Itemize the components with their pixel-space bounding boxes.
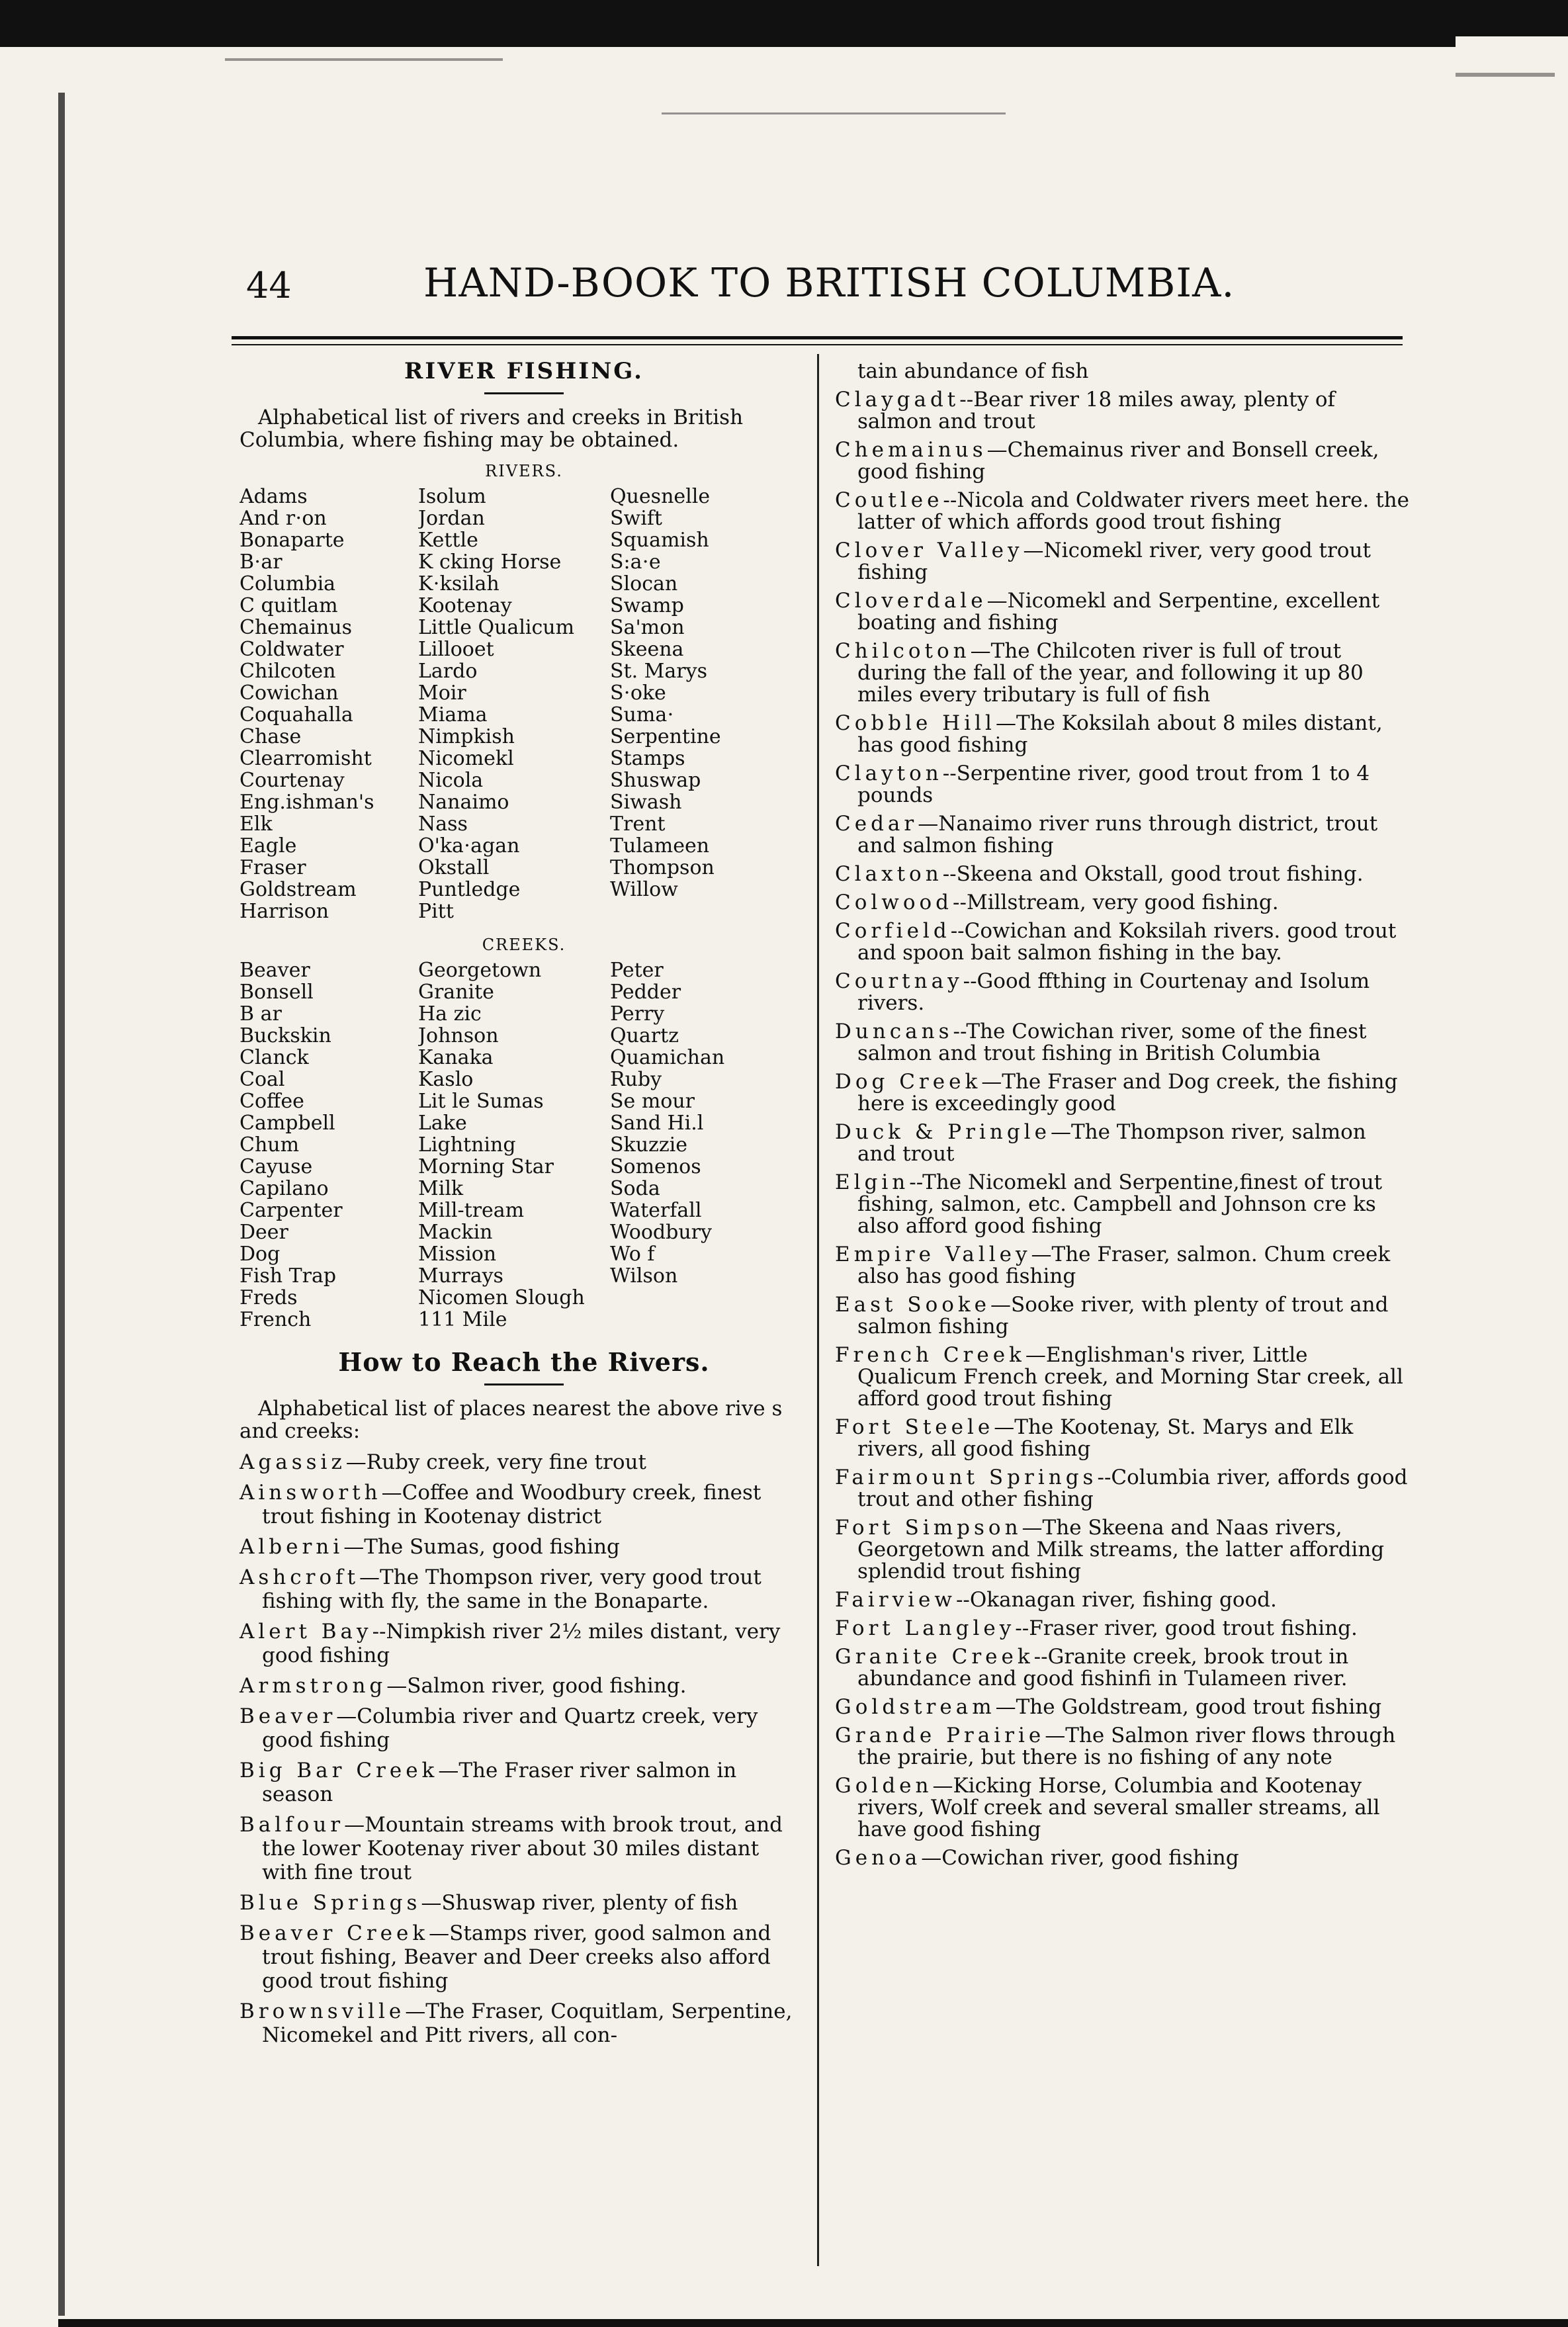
place-entry bbox=[240, 1891, 808, 1915]
place-name: Duncans bbox=[835, 1020, 953, 1043]
place-name: Fort Langley bbox=[835, 1616, 1016, 1640]
place-description: —The Skeena and Naas rivers, Georgetown and Milk streams, the latter affording splendid trout fishing bbox=[857, 1516, 1385, 1583]
place-entry bbox=[240, 1921, 808, 1993]
place-entry bbox=[835, 1775, 1411, 1841]
creek-name: Woodbury bbox=[610, 1221, 712, 1243]
place-entry bbox=[240, 1450, 808, 1474]
river-name: Shuswap bbox=[610, 769, 701, 791]
creek-name: Kaslo bbox=[418, 1069, 474, 1090]
place-name: French Creek bbox=[835, 1343, 1025, 1367]
river-name: Moir bbox=[418, 682, 466, 704]
place-name: Granite Creek bbox=[835, 1645, 1034, 1669]
place-entry bbox=[835, 920, 1411, 964]
place-name: Alberni bbox=[240, 1535, 344, 1559]
place-description: --Serpentine river, good trout from 1 to 4 pounds bbox=[857, 762, 1370, 807]
place-entry bbox=[835, 713, 1411, 756]
continuation-text: tain abundance of fish bbox=[857, 359, 1089, 383]
river-name: B⋅ar bbox=[240, 551, 283, 573]
creek-name: French bbox=[240, 1309, 312, 1331]
header-rule bbox=[232, 336, 1403, 339]
place-name: Alert Bay bbox=[240, 1620, 372, 1644]
place-entry bbox=[240, 1620, 808, 1667]
place-name: Chemainus bbox=[835, 438, 987, 462]
river-name: Swamp bbox=[610, 595, 684, 617]
place-name: Fairview bbox=[835, 1588, 956, 1612]
place-description: —Englishman's river, Little Qualicum French creek, and Morning Star creek, all afford good trout fishing bbox=[857, 1343, 1403, 1411]
place-description: —Mountain streams with brook trout, and the lower Kootenay river about 30 miles distant with fine trout bbox=[262, 1813, 783, 1884]
creek-name: Nicomen Slough bbox=[418, 1287, 585, 1309]
creek-name: Sand Hi.l bbox=[610, 1112, 704, 1134]
river-name: Chase bbox=[240, 726, 302, 748]
place-name: Duck & Pringle bbox=[835, 1120, 1051, 1144]
place-name: Agassiz bbox=[240, 1450, 346, 1474]
creek-name: Freds bbox=[240, 1287, 298, 1309]
creek-name: Beaver bbox=[240, 959, 310, 981]
creek-name: Mill-tream bbox=[418, 1200, 525, 1221]
place-entry bbox=[835, 540, 1411, 584]
place-name: Golden bbox=[835, 1774, 933, 1798]
river-name: Nanaimo bbox=[418, 791, 509, 813]
creek-name: Coffee bbox=[240, 1090, 304, 1112]
river-name: C quitlam bbox=[240, 595, 338, 617]
place-entry bbox=[835, 813, 1411, 857]
place-name: Colwood bbox=[835, 891, 953, 914]
heading-rule bbox=[484, 1383, 564, 1385]
creek-name: Campbell bbox=[240, 1112, 335, 1134]
place-entry bbox=[835, 1589, 1411, 1611]
creek-name: Georgetown bbox=[418, 959, 542, 981]
place-entry bbox=[240, 1535, 808, 1559]
place-name: Blue Springs bbox=[240, 1891, 421, 1915]
creek-name: Waterfall bbox=[610, 1200, 702, 1221]
creek-name: Carpenter bbox=[240, 1200, 343, 1221]
river-name: Cowichan bbox=[240, 682, 339, 704]
river-name: Nicola bbox=[418, 769, 484, 791]
place-name: Cedar bbox=[835, 812, 918, 836]
place-entry bbox=[835, 439, 1411, 483]
place-description: --Millstream, very good fishing. bbox=[953, 891, 1279, 914]
creek-name bbox=[610, 1287, 808, 1309]
scan-noise bbox=[662, 112, 1006, 114]
river-name: Miama bbox=[418, 704, 488, 726]
place-entry bbox=[835, 1696, 1411, 1718]
creek-name: Ruby bbox=[610, 1069, 662, 1090]
river-name: Thompson bbox=[610, 857, 715, 879]
place-name: Big Bar Creek bbox=[240, 1759, 439, 1782]
place-name: Courtnay bbox=[835, 969, 963, 993]
place-description: —Stamps river, good salmon and trout fishing, Beaver and Deer creeks also afford good trout fishing bbox=[262, 1921, 771, 1993]
place-description: —The Thompson river, salmon and trout bbox=[857, 1120, 1366, 1166]
creek-name: Quamichan bbox=[610, 1047, 725, 1069]
place-entry bbox=[240, 1759, 808, 1806]
place-entry bbox=[835, 1847, 1411, 1869]
place-description: --Cowichan and Koksilah rivers. good trout and spoon bait salmon fishing in the bay. bbox=[857, 919, 1397, 965]
scan-noise bbox=[1456, 73, 1555, 77]
place-entry bbox=[835, 490, 1411, 533]
river-name: St. Marys bbox=[610, 660, 707, 682]
place-description: —Cowichan river, good fishing bbox=[921, 1846, 1239, 1870]
creek-name: Wilson bbox=[610, 1265, 678, 1287]
river-name: K⋅ksilah bbox=[418, 573, 500, 595]
place-name: Empire Valley bbox=[835, 1243, 1031, 1266]
column-divider bbox=[817, 354, 819, 2266]
place-description: —Shuswap river, plenty of fish bbox=[421, 1891, 738, 1915]
place-name: Genoa bbox=[835, 1846, 922, 1870]
place-description: —The Goldstream, good trout fishing bbox=[995, 1695, 1382, 1719]
creek-name: Ha zic bbox=[418, 1003, 482, 1025]
creek-name: Mackin bbox=[418, 1221, 493, 1243]
river-name: Goldstream bbox=[240, 879, 357, 900]
river-name: Sa'mon bbox=[610, 617, 685, 638]
river-name: Fraser bbox=[240, 857, 306, 879]
place-name: Chilcoton bbox=[835, 639, 971, 663]
right-column bbox=[835, 361, 1411, 1876]
place-name: Claygadt bbox=[835, 388, 960, 412]
creek-name: Skuzzie bbox=[610, 1134, 688, 1156]
place-description: —The Sumas, good fishing bbox=[343, 1535, 620, 1559]
river-name: Pitt bbox=[418, 900, 454, 922]
place-entry bbox=[835, 1294, 1411, 1338]
place-description: --Granite creek, brook trout in abundance and good fishinfi in Tulameen river. bbox=[857, 1645, 1349, 1690]
place-name: Clayton bbox=[835, 762, 943, 785]
river-name: Quesnelle bbox=[610, 486, 711, 507]
river-name: S⋅oke bbox=[610, 682, 666, 704]
river-name: Slocan bbox=[610, 573, 678, 595]
place-description: --Okanagan river, fishing good. bbox=[955, 1588, 1277, 1612]
river-name: Coquahalla bbox=[240, 704, 353, 726]
creek-name: Morning Star bbox=[418, 1156, 554, 1178]
river-name: Nass bbox=[418, 813, 468, 835]
place-entry bbox=[835, 763, 1411, 807]
creek-name: Perry bbox=[610, 1003, 665, 1025]
river-name: Adams bbox=[240, 486, 308, 507]
place-description: —The Kootenay, St. Marys and Elk rivers, all good fishing bbox=[857, 1415, 1354, 1461]
creek-name: Coal bbox=[240, 1069, 285, 1090]
creek-name: Quartz bbox=[610, 1025, 679, 1047]
place-name: Corfield bbox=[835, 919, 951, 943]
place-entry bbox=[835, 892, 1411, 914]
place-entry bbox=[835, 640, 1411, 706]
creek-name: Johnson bbox=[418, 1025, 499, 1047]
place-description: --Nimpkish river 2½ miles distant, very good fishing bbox=[262, 1620, 781, 1667]
place-entry bbox=[835, 1121, 1411, 1165]
creek-name: Kanaka bbox=[418, 1047, 494, 1069]
river-name: Nimpkish bbox=[418, 726, 515, 748]
river-name: Lillooet bbox=[418, 638, 494, 660]
place-description: —Ruby creek, very fine trout bbox=[345, 1450, 646, 1474]
place-description: —The Fraser, salmon. Chum creek also has good fishing bbox=[857, 1243, 1391, 1288]
creek-name: 111 Mile bbox=[418, 1309, 507, 1331]
place-name: Goldstream bbox=[835, 1695, 996, 1719]
place-name: Elgin bbox=[835, 1170, 910, 1194]
creek-name: Bonsell bbox=[240, 981, 314, 1003]
place-description: —The Salmon river flows through the prairie, but there is no fishing of any note bbox=[857, 1724, 1396, 1769]
place-name: Balfour bbox=[240, 1813, 345, 1837]
creek-name: Se mour bbox=[610, 1090, 695, 1112]
place-description: --Nicola and Coldwater rivers meet here. the latter of which affords good trout fishing bbox=[857, 488, 1409, 534]
place-description: —Sooke river, with plenty of trout and salmon fishing bbox=[857, 1293, 1389, 1339]
river-name: Willow bbox=[610, 879, 678, 900]
river-name: Chilcoten bbox=[240, 660, 336, 682]
creek-name: Clanck bbox=[240, 1047, 309, 1069]
river-name: Siwash bbox=[610, 791, 682, 813]
creek-name: Milk bbox=[418, 1178, 464, 1200]
place-name: Beaver Creek bbox=[240, 1921, 429, 1945]
place-name: Claxton bbox=[835, 862, 943, 886]
river-name: Swift bbox=[610, 507, 662, 529]
place-description: —The Chilcoten river is full of trout during the fall of the year, and following it up 80 miles every tributary is full of fish bbox=[857, 639, 1364, 707]
river-name: Squamish bbox=[610, 529, 709, 551]
river-name: Puntledge bbox=[418, 879, 521, 900]
places-list-left bbox=[240, 1450, 808, 2047]
river-name bbox=[610, 900, 808, 922]
place-entry bbox=[835, 863, 1411, 885]
place-entry bbox=[835, 1417, 1411, 1460]
place-name: Fairmount Springs bbox=[835, 1466, 1098, 1489]
place-name: Cobble Hill bbox=[835, 711, 996, 735]
creek-name: Lake bbox=[418, 1112, 467, 1134]
creek-name: Dog bbox=[240, 1243, 281, 1265]
place-name: Fort Simpson bbox=[835, 1516, 1022, 1540]
creek-name: B ar bbox=[240, 1003, 282, 1025]
river-name: Eagle bbox=[240, 835, 297, 857]
place-description: --Bear river 18 miles away, plenty of salmon and trout bbox=[857, 388, 1336, 433]
place-entry bbox=[835, 1344, 1411, 1410]
left-column bbox=[240, 354, 808, 2054]
place-description: —Nanaimo river runs through district, trout and salmon fishing bbox=[857, 812, 1378, 857]
creek-name: Somenos bbox=[610, 1156, 701, 1178]
creek-name: Wo f bbox=[610, 1243, 655, 1265]
creek-name: Peter bbox=[610, 959, 664, 981]
place-name: Cloverdale bbox=[835, 589, 987, 613]
creeks-list bbox=[240, 959, 808, 1331]
place-description: —Salmon river, good fishing. bbox=[386, 1674, 687, 1698]
creek-name: Lit le Sumas bbox=[418, 1090, 544, 1112]
place-description: --The Cowichan river, some of the finest salmon and trout fishing in British Columbia bbox=[857, 1020, 1367, 1065]
place-name: Ainsworth bbox=[240, 1481, 382, 1505]
page-number: 44 bbox=[246, 265, 292, 306]
scan-border-bottom bbox=[58, 2319, 1568, 2327]
place-description: —The Fraser and Dog creek, the fishing here is exceedingly good bbox=[857, 1070, 1398, 1116]
river-name: Coldwater bbox=[240, 638, 344, 660]
river-name: Clearromisht bbox=[240, 748, 372, 769]
river-name: Tulameen bbox=[610, 835, 710, 857]
place-entry bbox=[835, 590, 1411, 634]
river-name: Isolum bbox=[418, 486, 486, 507]
river-name: S:a⋅e bbox=[610, 551, 661, 573]
place-description: —Coffee and Woodbury creek, finest trout fishing in Kootenay district bbox=[262, 1481, 762, 1528]
river-name: Trent bbox=[610, 813, 666, 835]
creek-name: Pedder bbox=[610, 981, 681, 1003]
header-rule-thin bbox=[232, 344, 1403, 345]
river-name: Bonaparte bbox=[240, 529, 345, 551]
place-name: Grande Prairie bbox=[835, 1724, 1045, 1747]
place-entry bbox=[835, 389, 1411, 433]
place-description: --Columbia river, affords good trout and other fishing bbox=[857, 1466, 1408, 1511]
river-name: K cking Horse bbox=[418, 551, 562, 573]
creek-name: Chum bbox=[240, 1134, 300, 1156]
river-name: Serpentine bbox=[610, 726, 721, 748]
place-description: —Chemainus river and Bonsell creek, good fishing bbox=[857, 438, 1379, 484]
river-name: Suma⋅ bbox=[610, 704, 674, 726]
creek-name: Lightning bbox=[418, 1134, 516, 1156]
river-name: Little Qualicum bbox=[418, 617, 575, 638]
place-entry bbox=[835, 1618, 1411, 1640]
creek-name: Deer bbox=[240, 1221, 288, 1243]
river-name: Eng.ishman's bbox=[240, 791, 374, 813]
place-entry bbox=[240, 1999, 808, 2047]
place-description: --Skeena and Okstall, good trout fishing. bbox=[942, 862, 1364, 886]
creek-name: Granite bbox=[418, 981, 494, 1003]
creek-name: Soda bbox=[610, 1178, 660, 1200]
scan-border-left bbox=[58, 93, 65, 2316]
place-name: Fort Steele bbox=[835, 1415, 994, 1439]
scan-noise bbox=[225, 58, 503, 61]
place-description: —Nicomekl river, very good trout fishing bbox=[857, 539, 1371, 584]
place-entry bbox=[835, 1021, 1411, 1065]
river-name: Kootenay bbox=[418, 595, 512, 617]
river-name: Nicomekl bbox=[418, 748, 514, 769]
place-entry bbox=[835, 1467, 1411, 1511]
place-description: —The Thompson river, very good trout fishing with fly, the same in the Bonaparte. bbox=[262, 1565, 762, 1613]
creek-name: Fish Trap bbox=[240, 1265, 337, 1287]
river-name: Jordan bbox=[418, 507, 485, 529]
place-entry bbox=[835, 1071, 1411, 1115]
scan-border-top-shadow bbox=[0, 36, 1456, 47]
place-description: —The Koksilah about 8 miles distant, has good fishing bbox=[857, 711, 1383, 757]
river-name: O'ka⋅agan bbox=[418, 835, 520, 857]
creek-name: Cayuse bbox=[240, 1156, 313, 1178]
creek-name: Buckskin bbox=[240, 1025, 331, 1047]
how-to-reach-intro: Alphabetical list of places nearest the above rive s and creeks: bbox=[240, 1397, 783, 1443]
places-list-right bbox=[835, 389, 1411, 1869]
river-fishing-intro: Alphabetical list of rivers and creeks in British Columbia, where fishing may be obtained. bbox=[240, 406, 744, 452]
creeks-label: CREEKS. bbox=[482, 936, 566, 954]
rivers-list bbox=[240, 486, 808, 922]
river-name: Stamps bbox=[610, 748, 685, 769]
place-entry bbox=[835, 971, 1411, 1014]
river-name: Columbia bbox=[240, 573, 336, 595]
place-description: —Kicking Horse, Columbia and Kootenay rivers, Wolf creek and several smaller streams, all have good fishing bbox=[857, 1774, 1380, 1841]
creek-name bbox=[610, 1309, 808, 1331]
river-name: And r⋅on bbox=[240, 507, 327, 529]
river-name: Courtenay bbox=[240, 769, 345, 791]
place-description: —The Fraser, Coquitlam, Serpentine, Nicomekel and Pitt rivers, all con- bbox=[262, 1999, 793, 2047]
how-to-reach-heading: How to Reach the Rivers. bbox=[338, 1347, 710, 1377]
place-description: —Columbia river and Quartz creek, very good fishing bbox=[262, 1704, 758, 1752]
river-fishing-heading: RIVER FISHING. bbox=[404, 358, 644, 384]
place-description: --Good ffthing in Courtenay and Isolum rivers. bbox=[857, 969, 1370, 1015]
scan-border-top bbox=[0, 0, 1568, 36]
place-entry bbox=[835, 1725, 1411, 1769]
place-name: Brownsville bbox=[240, 1999, 406, 2023]
river-name: Harrison bbox=[240, 900, 329, 922]
place-entry bbox=[240, 1813, 808, 1884]
place-name: Ashcroft bbox=[240, 1565, 360, 1589]
river-name: Elk bbox=[240, 813, 273, 835]
running-title: HAND-BOOK TO BRITISH COLUMBIA. bbox=[423, 260, 1235, 306]
rivers-label: RIVERS. bbox=[485, 462, 563, 480]
place-name: East Sooke bbox=[835, 1293, 991, 1317]
place-name: Armstrong bbox=[240, 1674, 387, 1698]
river-name: Chemainus bbox=[240, 617, 352, 638]
place-entry bbox=[240, 1481, 808, 1528]
place-description: --Fraser river, good trout fishing. bbox=[1015, 1616, 1358, 1640]
place-entry bbox=[240, 1704, 808, 1752]
creek-name: Capilano bbox=[240, 1178, 329, 1200]
river-name: Okstall bbox=[418, 857, 490, 879]
river-name: Kettle bbox=[418, 529, 478, 551]
heading-rule bbox=[484, 392, 564, 394]
place-description: —The Fraser river salmon in season bbox=[262, 1759, 737, 1806]
place-name: Beaver bbox=[240, 1704, 337, 1728]
place-name: Clover Valley bbox=[835, 539, 1024, 562]
place-entry bbox=[835, 1172, 1411, 1237]
river-name: Skeena bbox=[610, 638, 684, 660]
place-entry bbox=[835, 1646, 1411, 1690]
creek-name: Mission bbox=[418, 1243, 497, 1265]
creek-name: Murrays bbox=[418, 1265, 503, 1287]
place-entry bbox=[240, 1674, 808, 1698]
river-name: Lardo bbox=[418, 660, 478, 682]
place-description: —Nicomekl and Serpentine, excellent boating and fishing bbox=[857, 589, 1380, 635]
place-name: Coutlee bbox=[835, 488, 943, 512]
place-name: Dog Creek bbox=[835, 1070, 982, 1094]
place-entry bbox=[835, 1517, 1411, 1583]
place-description: --The Nicomekl and Serpentine,finest of trout fishing, salmon, etc. Campbell and Johnson cre ks also afford good fishing bbox=[857, 1170, 1383, 1238]
place-entry bbox=[240, 1565, 808, 1613]
place-entry bbox=[835, 1244, 1411, 1288]
